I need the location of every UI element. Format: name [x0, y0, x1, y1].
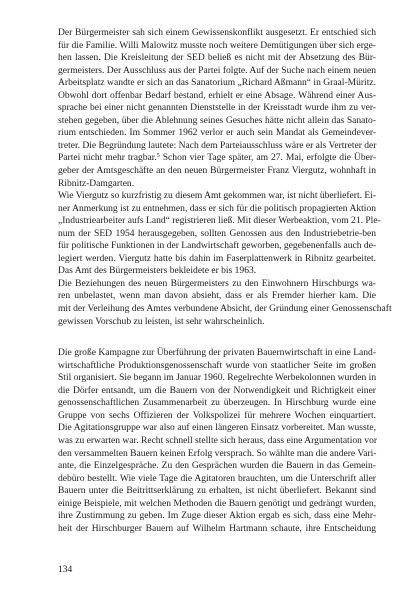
- text-line: Die Agitationsgruppe war also auf einen längeren Einsatz vorbereitet. Man wusste,: [58, 422, 376, 434]
- paragraph: [58, 277, 392, 328]
- text-line: sprache bei einer nicht genannten Dienststelle in der Kreisstadt wurde ihm zu ver-: [58, 102, 376, 114]
- text-line: einige Beispiele, mit welchen Methoden die Bauern genötigt und gedrängt wurden,: [58, 497, 376, 509]
- paragraph: [58, 27, 376, 190]
- text-line: Stil organisiert. Sie begann im Januar 1960. Regelrechte Werbekolonnen wurden in: [58, 372, 377, 384]
- text-line: Das Amt des Bürgermeisters bekleidete er bis 1963.: [58, 265, 257, 277]
- text-line: „Industriearbeiter aufs Land“ registrieren ließ. Mit dieser Werbeaktion, vom 21. Ple-: [58, 215, 381, 227]
- text-line: ner Anmerkung ist zu entnehmen, dass er sich für die politisch propagierten Aktion: [58, 202, 376, 214]
- text-line: mit der Verleihung des Amtes verbundene Absicht, der Gründung einer Genossenschaft: [58, 303, 392, 315]
- paragraph-spacer: [58, 328, 376, 347]
- text-line: Obwohl dort offenbar Bedarf bestand, erhielt er eine Absage. Während einer Aus-: [58, 89, 376, 101]
- footnote-reference: 5: [156, 153, 160, 160]
- text-line: was zu erwarten war. Recht schnell stellte sich heraus, dass eine Argumentation vor: [58, 434, 378, 446]
- text-line: geber der Amtsgeschäfte an den neuen Bürgermeister Franz Viergutz, wohnhaft in: [58, 165, 376, 177]
- text-line: für politische Funktionen in der Landwirtschaft geworben, gegebenenfalls auch de-: [58, 240, 377, 252]
- text-line: num der SED 1954 herausgegeben, sollten Genossen aus den Industriebetrie-ben: [58, 227, 376, 239]
- text-line: Die große Kampagne zur Überführung der privaten Bauernwirtschaft in eine Land-: [58, 347, 376, 359]
- text-line: heit der Hirschburger Bauern auf Wilhelm Hartmann schaute, ihre Entscheidung: [58, 522, 376, 534]
- text-line: gewissen Vorschub zu leisten, ist sehr wahrscheinlich.: [58, 315, 265, 327]
- text-line: germeisters. Der Ausschluss aus der Partei folgte. Auf der Suche nach einem neuen: [58, 64, 376, 76]
- text-line: Ribnitz-Damgarten.: [58, 177, 135, 189]
- text-line: rium entschieden. Im Sommer 1962 verlor er auch sein Mandat als Gemeindever-: [58, 127, 376, 139]
- text-line-with-footnote: [58, 152, 376, 165]
- text-line: hen lassen. Die Kreisleitung der SED beließ es nicht mit der Absetzung des Bür-: [58, 52, 376, 64]
- text-line: Gruppe von sechs Offizieren der Volkspolizei für mehrere Wochen einquartiert.: [58, 409, 376, 421]
- text-line: treter. Die Begründung lautete: Nach dem Parteiausschluss wäre er als Vertreter der: [58, 139, 377, 151]
- text-line: ihre Zustimmung zu geben. Im Zuge dieser Aktion ergab es sich, dass eine Mehr-: [58, 510, 376, 522]
- text-segment: Partei nicht mehr tragbar.: [58, 152, 157, 164]
- text-line: Bauern unter die Beitrittserklärung zu erhalten, ist nicht überliefert. Bekannt sind: [58, 485, 376, 497]
- paragraph: [58, 347, 376, 535]
- text-segment: Schon vier Tage später, am 27. Mai, erfolgte die Über-: [159, 152, 376, 164]
- text-line: wirtschaftliche Produktionsgenossenschaft wurde von staatlicher Seite im großen: [58, 359, 376, 371]
- text-line: ante, die Einzelgespräche. Zu den Gesprächen wurden die Bauern in das Gemein-: [58, 460, 376, 472]
- body-text: [58, 27, 392, 535]
- text-line: Der Bürgermeister sah sich einem Gewissenskonflikt ausgesetzt. Er entschied sich: [58, 27, 376, 38]
- paragraph: [58, 190, 381, 278]
- page-number: 134: [58, 565, 73, 575]
- text-line: Wie Viergutz so kurzfristig zu diesem Amt gekommen war, ist nicht überliefert. Ei-: [58, 190, 377, 202]
- text-line: Die Beziehungen des neuen Bürgermeisters zu den Einwohnern Hirschburgs wa-: [58, 277, 376, 289]
- text-line: debüro bestellt. Wie viele Tage die Agitatoren brauchten, um die Unterschrift aller: [58, 472, 376, 484]
- text-line: legiert werden. Viergutz hatte bis dahin im Faserplattenwerk in Ribnitz gearbeitet.: [58, 252, 376, 264]
- text-line: genossenschaftlichen Zusammenarbeit zu überzeugen. In Hirschburg wurde eine: [58, 397, 376, 409]
- text-line: die Dörfer entsandt, um die Bauern von der Notwendigkeit und Richtigkeit einer: [58, 384, 376, 396]
- text-line: stehen gegeben, über die Ablehnung seines Gesuches hätte nicht allein das Sanato-: [58, 114, 376, 126]
- text-line: für die Familie. Willi Malowitz musste noch weitere Demütigungen über sich erge-: [58, 39, 376, 51]
- text-line: ren unbelastet, wenn man davon absieht, dass er als Fremder hierher kam. Die: [58, 290, 376, 302]
- text-line: den versammelten Bauern keinen Erfolg versprach. So wählte man die andere Vari-: [58, 447, 377, 459]
- text-line: Arbeitsplatz wandte er sich an das Sanatorium „Richard Aßmann“ in Graal-Müritz.: [58, 77, 376, 89]
